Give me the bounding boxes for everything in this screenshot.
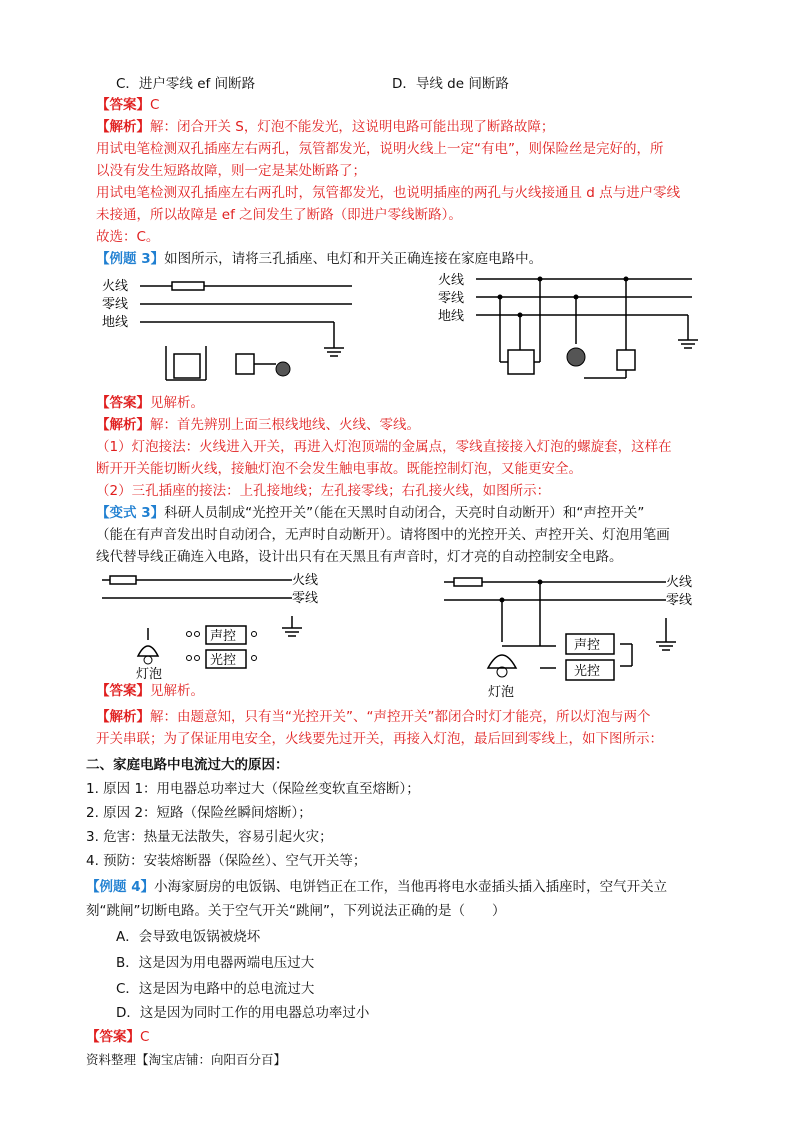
analysis-text: 解：闭合开关 S，灯泡不能发光，这说明电路可能出现了断路故障； [150, 119, 555, 135]
answer-tag: 【答案】 [96, 683, 150, 699]
live-wire-label: 火线 [102, 279, 129, 294]
option-c: C．这是因为电路中的总电流过大 [116, 981, 315, 997]
section-title: 二、家庭电路中电流过大的原因： [86, 757, 289, 773]
answer-line-ex3 [96, 392, 204, 414]
list-item: 3. 危害：热量无法散失，容易引起火灾； [86, 829, 333, 845]
neutral-wire-label: 零线 [292, 591, 319, 606]
analysis-text: 用试电笔检测双孔插座左右两孔，氖管都发光，说明火线上一定“有电”，则保险丝是完好的，所 [96, 141, 664, 157]
list-item: 4. 预防：安装熔断器（保险丝）、空气开关等； [86, 853, 367, 869]
analysis-text: 用试电笔检测双孔插座左右两孔时，氖管都发光，也说明插座的两孔与火线接通且 d 点与进户零线 [96, 185, 681, 201]
analysis-text: （2）三孔插座的接法：上孔接地线；左孔接零线；右孔接火线，如图所示： [96, 483, 551, 499]
ground-wire-label: 地线 [438, 309, 465, 324]
analysis-text: 故选：C。 [96, 229, 160, 245]
circuit-diagram-problem [96, 268, 376, 390]
analysis-text: 未接通，所以故障是 ef 之间发生了断路（即进户零线断路）。 [96, 207, 462, 223]
lamp-shade-icon [138, 646, 158, 656]
answer-line-q0 [96, 94, 159, 116]
answer-line-var3 [96, 680, 204, 702]
analysis-tag: 【解析】 [96, 119, 150, 135]
example-tag: 【例题 4】 [86, 879, 155, 895]
three-pin-socket [508, 350, 534, 374]
answer-value: 见解析。 [150, 683, 204, 699]
answer-line-ex4 [86, 1026, 149, 1048]
sound-switch-label: 声控 [574, 638, 601, 653]
option-b: B．这是因为用电器两端电压过大 [116, 955, 315, 971]
variant-3-question [96, 502, 644, 524]
bulb-icon [144, 656, 152, 664]
bulb-icon [567, 348, 585, 366]
three-pin-socket [174, 354, 200, 378]
circuit-diagram-answer [436, 266, 716, 390]
live-wire-label: 火线 [292, 573, 319, 588]
analysis-line [96, 116, 554, 138]
live-wire-label: 火线 [438, 273, 465, 288]
analysis-tag: 【解析】 [96, 709, 150, 725]
fuse [454, 578, 482, 586]
question-text: 如图所示，请将三孔插座、电灯和开关正确连接在家庭电路中。 [164, 251, 543, 267]
neutral-wire-label: 零线 [438, 291, 465, 306]
fuse [172, 282, 204, 290]
example-tag: 【例题 3】 [96, 251, 165, 267]
analysis-text: 开关串联；为了保证用电安全，火线要先过开关，再接入灯泡，最后回到零线上，如下图所示： [96, 731, 663, 747]
analysis-text: 解：由题意知，只有当“光控开关”、“声控开关”都闭合时灯才能亮，所以灯泡与两个 [150, 709, 651, 725]
answer-value: C [150, 97, 160, 113]
analysis-text: 以没有发生短路故障，则一定是某处断路了； [96, 163, 366, 179]
circuit-diagram-variant-answer [440, 568, 710, 702]
lamp-shade-icon [488, 655, 516, 668]
variant-tag: 【变式 3】 [96, 505, 165, 521]
light-switch-label: 光控 [574, 664, 601, 679]
question-text: 线代替导线正确连入电路，设计出只有在天黑且有声音时，灯才亮的自动控制安全电路。 [96, 549, 623, 565]
option-a: A．会导致电饭锅被烧坏 [116, 929, 261, 945]
option-d-top: D．导线 de 间断路 [392, 76, 509, 92]
option-d: D．这是因为同时工作的用电器总功率过小 [116, 1005, 370, 1021]
analysis-text: 解：首先辨别上面三根线地线、火线、零线。 [150, 417, 420, 433]
analysis-text: 断开开关能切断火线，接触灯泡不会发生触电事故。既能控制灯泡，又能更安全。 [96, 461, 582, 477]
analysis-text: （1）灯泡接法：火线进入开关，再进入灯泡顶端的金属点，零线直接接入灯泡的螺旋套，这样在 [96, 439, 672, 455]
bulb-label: 灯泡 [488, 685, 515, 700]
switch [236, 354, 254, 374]
fuse [110, 576, 136, 584]
answer-tag: 【答案】 [96, 395, 150, 411]
question-text: 科研人员制成“光控开关”（能在天黑时自动闭合，天亮时自动断开）和“声控开关” [164, 505, 645, 521]
question-text: 刻“跳闸”切断电路。关于空气开关“跳闸”，下列说法正确的是（ ） [86, 903, 506, 919]
neutral-wire-label: 零线 [102, 297, 129, 312]
analysis-line [96, 706, 650, 728]
switch [617, 350, 635, 370]
list-item: 1. 原因 1：用电器总功率过大（保险丝变软直至熔断）； [86, 781, 420, 797]
list-item: 2. 原因 2：短路（保险丝瞬间熔断）； [86, 805, 312, 821]
ground-wire-label: 地线 [102, 315, 129, 330]
analysis-line [96, 414, 420, 436]
example-4-question [86, 876, 667, 898]
analysis-tag: 【解析】 [96, 417, 150, 433]
sound-switch-label: 声控 [210, 629, 237, 644]
answer-value: 见解析。 [150, 395, 204, 411]
circuit-diagram-variant-problem [96, 570, 336, 680]
light-switch-label: 光控 [210, 653, 237, 668]
neutral-wire-label: 零线 [666, 593, 693, 608]
question-text: 小海家厨房的电饭锅、电饼铛正在工作，当他再将电水壶插头插入插座时，空气开关立 [154, 879, 668, 895]
answer-value: C [140, 1029, 150, 1045]
option-c-top: C．进户零线 ef 间断路 [116, 76, 256, 92]
bulb-label: 灯泡 [136, 667, 163, 682]
answer-tag: 【答案】 [86, 1029, 140, 1045]
question-text: （能在有声音发出时自动闭合，无声时自动断开）。请将图中的光控开关、声控开关、灯泡用笔画 [96, 527, 670, 543]
answer-tag: 【答案】 [96, 97, 150, 113]
footer-text: 资料整理【淘宝店铺：向阳百分百】 [86, 1052, 287, 1067]
live-wire-label: 火线 [666, 575, 693, 590]
bulb-icon [276, 362, 290, 376]
